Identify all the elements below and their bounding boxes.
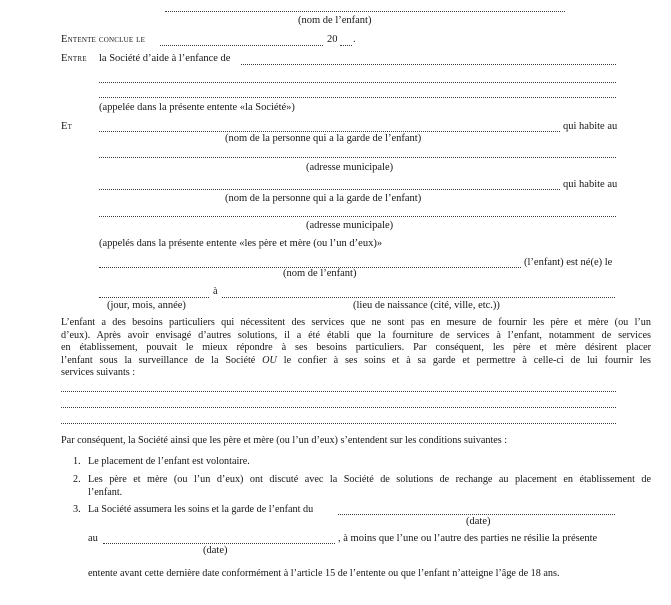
address-1-caption: (adresse municipale): [306, 162, 394, 173]
child-name-caption: (nom de l’enfant): [298, 15, 372, 26]
start-date-caption: (date): [466, 516, 491, 527]
end-date-blank[interactable]: [103, 543, 335, 544]
needs-line-1: L’enfant a des besoins particuliers qui nécessitent des services que ne sont pas en mesure de fournir les père et mère (ou l’un: [61, 317, 651, 328]
society-designation: (appelée dans la présente entente «la Société»): [99, 102, 295, 113]
and-label: Et: [61, 121, 73, 132]
address-2-caption: (adresse municipale): [306, 220, 394, 231]
agreement-year-blank[interactable]: [340, 45, 352, 46]
needs-paragraph: [61, 317, 651, 380]
at-label: à: [213, 286, 218, 297]
agreement-date-label: Entente conclue le: [61, 34, 146, 45]
end-date-caption: (date): [203, 545, 228, 556]
address-1-blank[interactable]: [99, 157, 616, 158]
start-date-blank[interactable]: [338, 514, 615, 515]
services-line-3[interactable]: [61, 423, 616, 424]
needs-line-4-ou: OU: [262, 354, 277, 366]
needs-line-2: d’eux). Après avoir envisagé d’autres solutions, il a été établi que la fourniture de services à l’enfant, notamment de services: [61, 329, 651, 341]
guardian-1-blank[interactable]: [99, 131, 560, 132]
conditions-intro: Par conséquent, la Société ainsi que les père et mère (ou l’un d’eux) s’entendent sur les conditions suivantes :: [61, 435, 508, 446]
au-suffix: , à moins que l’une ou l’autre des parties ne résilie la présente: [338, 533, 598, 544]
services-line-2[interactable]: [61, 407, 616, 408]
condition-1-number: 1.: [73, 456, 81, 467]
birth-date-blank[interactable]: [99, 297, 209, 298]
society-line-2[interactable]: [99, 82, 616, 83]
birthplace-blank[interactable]: [222, 297, 615, 298]
needs-line-4b: le confier à ses soins et à sa garde et permettre à celle-ci de lui fournir les: [283, 354, 652, 366]
birthplace-caption: (lieu de naissance (cité, ville, etc.)): [353, 300, 500, 311]
services-line-1[interactable]: [61, 391, 616, 392]
society-line-3[interactable]: [99, 97, 616, 98]
agreement-date-blank[interactable]: [160, 45, 323, 46]
lives-at-2: qui habite au: [563, 179, 618, 190]
guardian-2-blank[interactable]: [99, 189, 560, 190]
needs-line-4a: l’enfant sous la surveillance de la Société: [61, 354, 256, 366]
condition-3-number: 3.: [73, 504, 81, 515]
condition-1-text: Le placement de l’enfant est volontaire.: [88, 456, 250, 467]
closing-text: entente avant cette dernière date conformément à l’article 15 de l’entente ou que l’enfant n’atteigne l’âge de 18 ans.: [88, 568, 560, 579]
condition-2-number: 2.: [73, 474, 81, 485]
birth-date-caption: (jour, mois, année): [107, 300, 186, 311]
condition-2-line-2: l’enfant.: [88, 486, 123, 498]
au-label: au: [88, 533, 98, 544]
address-2-blank[interactable]: [99, 216, 616, 217]
condition-2-text: [88, 474, 651, 499]
needs-line-5: services suivants :: [61, 367, 136, 379]
needs-line-4: [61, 355, 651, 368]
between-label: Entre: [61, 53, 87, 64]
lives-at-1: qui habite au: [563, 121, 618, 132]
society-name-blank[interactable]: [241, 64, 616, 65]
child-name-caption-2: (nom de l’enfant): [283, 268, 357, 279]
guardian-2-caption: (nom de la personne qui a la garde de l’enfant): [225, 193, 422, 204]
parents-designation: (appelés dans la présente entente «les père et mère (ou l’un d’eux)»: [99, 238, 383, 249]
child-name-blank[interactable]: [165, 11, 565, 12]
agreement-year-prefix: 20: [327, 34, 338, 45]
condition-3-text: La Société assumera les soins et la garde de l’enfant du: [88, 504, 314, 515]
agreement-year-suffix: .: [353, 34, 356, 45]
guardian-1-caption: (nom de la personne qui a la garde de l’enfant): [225, 133, 422, 144]
condition-2-line-1: Les père et mère (ou l’un d’eux) ont discuté avec la Société de solutions de rechange au placement en établissement de: [88, 474, 651, 485]
needs-line-3: en établissement, pouvait le mieux répondre à ses besoins particuliers. Par conséquent, les père et mère désirent placer: [61, 342, 651, 354]
child-born-suffix: (l’enfant) est né(e) le: [524, 257, 613, 268]
society-prefix: la Société d’aide à l’enfance de: [99, 53, 231, 64]
